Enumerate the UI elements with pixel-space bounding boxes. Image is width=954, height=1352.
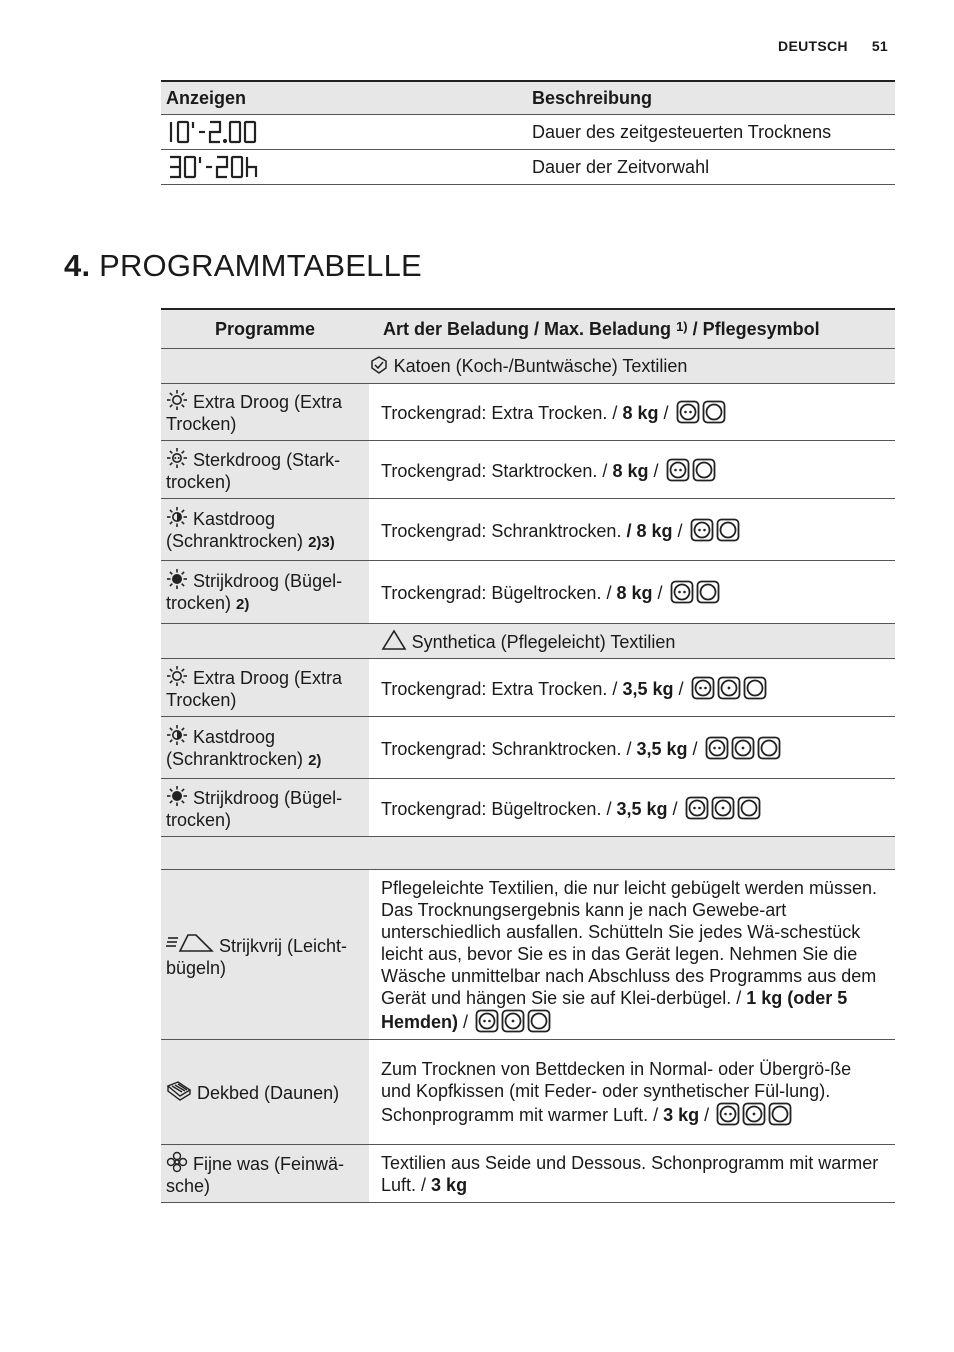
group-label: Synthetica (Pflegeleicht) Textilien [411, 632, 676, 652]
program-load-cell [369, 499, 895, 561]
care-tumble-one-dot-icon [717, 676, 741, 700]
footnote-ref: 1) [676, 318, 688, 334]
load-value: 8 kg [622, 403, 659, 423]
spacer-row [161, 837, 895, 870]
care-tumble-two-dots-icon [691, 676, 715, 700]
program-name-cell [161, 1040, 369, 1145]
care-tumble-one-dot-icon [742, 1102, 766, 1126]
load-slash: / [463, 1011, 469, 1032]
group-cell [161, 624, 895, 659]
program-load-cell [369, 1145, 895, 1203]
flower-icon [166, 1151, 188, 1173]
care-tumble-icon [757, 736, 781, 760]
care-tumble-one-dot-icon [501, 1009, 525, 1033]
table-row [161, 717, 895, 779]
load-text: Pflegeleichte Textilien, die nur leicht gebügelt werden müssen. Das Trocknungsergebnis kann je nach Gewebe-art unterschiedlich ausfallen. Schütteln Sie jedes Wä-schestück leicht aus, bevor Sie es in das Gerät legen. Nehmen Sie die Wäsche unmittelbar nach Abschluss des Programms aus dem Gerät und hängen Sie sie auf Klei-derbügel. / [381, 877, 877, 1008]
col-header-load-text: Art der Beladung / Max. Beladung [383, 318, 672, 339]
program-load-cell [369, 1040, 895, 1145]
table-row [161, 441, 895, 499]
synthetic-triangle-icon [381, 629, 407, 651]
display-table-header [161, 81, 895, 115]
load-text: Trockengrad: Extra Trocken. / [381, 403, 618, 423]
header-language: DEUTSCH [778, 38, 848, 54]
col-header-care-text: / Pflegesymbol [692, 318, 820, 339]
load-slash: / [692, 738, 698, 759]
group-row-synthetic [161, 624, 895, 659]
load-slash: / [663, 403, 669, 423]
program-name-cell [161, 1145, 369, 1203]
table-row [161, 561, 895, 624]
program-name: Dekbed (Daunen) [197, 1083, 340, 1103]
col-header-programme: Programme [161, 309, 369, 349]
table-row [161, 659, 895, 717]
care-tumble-two-dots-icon [670, 580, 694, 604]
load-value: 1 kg (oder 5 Hemden) [381, 987, 848, 1032]
program-load-cell [369, 384, 895, 441]
care-tumble-icon [692, 458, 716, 482]
sun-half-icon [166, 724, 188, 746]
page-header [778, 38, 888, 54]
sun-filled-icon [166, 785, 188, 807]
footnote-ref: 2) [308, 751, 322, 769]
program-name: Kastdroog (Schranktrocken) [166, 508, 304, 551]
description-cell: Dauer des zeitgesteuerten Trocknens [522, 115, 895, 150]
program-name: Sterkdroog (Stark-trocken) [166, 449, 341, 492]
load-value: 3 kg [431, 1174, 468, 1195]
sun-outline-icon [166, 665, 188, 687]
footnote-ref: 2)3) [308, 533, 335, 551]
care-tumble-icon [768, 1102, 792, 1126]
load-text: Trockengrad: Schranktrocken. / [381, 738, 632, 759]
load-slash: / [678, 678, 684, 699]
load-slash: / [677, 520, 683, 541]
care-tumble-one-dot-icon [731, 736, 755, 760]
care-tumble-icon [737, 796, 761, 820]
program-load-cell [369, 717, 895, 779]
sun-filled-icon [166, 568, 188, 590]
table-row [161, 1145, 895, 1203]
care-tumble-two-dots-icon [676, 400, 700, 424]
load-value: / 8 kg [626, 520, 673, 541]
segment-display-icon [166, 153, 286, 181]
program-name: Fijne was (Feinwä-sche) [166, 1153, 345, 1196]
display-table [161, 80, 895, 185]
program-name: Strijkdroog (Bügel-trocken) [166, 571, 343, 613]
program-table-header [161, 309, 895, 349]
care-tumble-icon [527, 1009, 551, 1033]
load-value: 3 kg [663, 1105, 700, 1125]
table-row [161, 499, 895, 561]
program-name: Extra Droog (Extra Trocken) [166, 667, 343, 710]
load-text: Trockengrad: Extra Trocken. / [381, 678, 618, 699]
program-name-cell [161, 659, 369, 717]
program-name-cell [161, 717, 369, 779]
care-tumble-icon [716, 518, 740, 542]
group-cell [161, 349, 895, 384]
care-tumble-two-dots-icon [690, 518, 714, 542]
cotton-boll-icon [369, 355, 389, 375]
load-slash: / [704, 1105, 710, 1125]
care-tumble-icon [696, 580, 720, 604]
load-slash: / [657, 583, 663, 603]
load-text: Textilien aus Seide und Dessous. Schonprogramm mit warmer Luft. / [381, 1152, 879, 1195]
load-text: Trockengrad: Bügeltrocken. / [381, 798, 612, 819]
col-header-anzeigen: Anzeigen [161, 81, 522, 115]
program-load-cell [369, 870, 895, 1040]
program-table [161, 308, 895, 1203]
program-name: Strijkdroog (Bügel-trocken) [166, 787, 343, 830]
care-tumble-two-dots-icon [716, 1102, 740, 1126]
program-name: Extra Droog (Extra Trocken) [166, 392, 343, 434]
col-header-beschreibung: Beschreibung [522, 81, 895, 115]
program-name-cell [161, 561, 369, 624]
load-text: Trockengrad: Schranktrocken. [381, 520, 622, 541]
section-number: 4. [64, 248, 91, 283]
load-slash: / [653, 460, 659, 481]
load-slash: / [672, 798, 678, 819]
sun-outline-icon [166, 389, 188, 411]
table-row [161, 115, 895, 150]
footnote-ref: 2) [236, 596, 250, 613]
care-tumble-two-dots-icon [685, 796, 709, 820]
program-name: Kastdroog (Schranktrocken) [166, 726, 304, 769]
display-cell [161, 150, 522, 185]
care-tumble-two-dots-icon [475, 1009, 499, 1033]
program-name-cell [161, 441, 369, 499]
group-label: Katoen (Koch-/Buntwäsche) Textilien [393, 356, 688, 376]
program-name-cell [161, 870, 369, 1040]
program-name-cell [161, 779, 369, 837]
program-name: Strijkvrij (Leicht-bügeln) [166, 935, 348, 978]
table-row [161, 150, 895, 185]
group-row-cotton [161, 349, 895, 384]
program-load-cell [369, 779, 895, 837]
section-title [64, 248, 422, 284]
load-text: Zum Trocknen von Bettdecken in Normal- oder Übergrö-ße und Kopfkissen (mit Feder- oder synthetischer Fül-lung). Schonprogramm mit warmer Luft. / [381, 1059, 852, 1125]
sun-half-icon [166, 506, 188, 528]
col-header-load [369, 309, 895, 349]
table-row [161, 779, 895, 837]
load-text: Trockengrad: Bügeltrocken. / [381, 583, 612, 603]
spacer-cell [161, 837, 895, 870]
program-load-cell [369, 561, 895, 624]
load-text: Trockengrad: Starktrocken. / [381, 460, 608, 481]
easy-iron-icon [166, 931, 214, 955]
section-heading: PROGRAMMTABELLE [99, 248, 422, 283]
care-tumble-one-dot-icon [711, 796, 735, 820]
load-value: 3,5 kg [622, 678, 674, 699]
load-value: 3,5 kg [636, 738, 688, 759]
table-row [161, 384, 895, 441]
description-cell: Dauer der Zeitvorwahl [522, 150, 895, 185]
table-row [161, 870, 895, 1040]
care-tumble-icon [702, 400, 726, 424]
care-tumble-two-dots-icon [705, 736, 729, 760]
segment-display-icon [166, 118, 286, 146]
duvet-icon [166, 1080, 192, 1102]
sun-dotted-icon [166, 447, 188, 469]
page-number: 51 [871, 38, 888, 54]
care-tumble-icon [743, 676, 767, 700]
program-load-cell [369, 659, 895, 717]
program-load-cell [369, 441, 895, 499]
care-tumble-two-dots-icon [666, 458, 690, 482]
program-name-cell [161, 384, 369, 441]
load-value: 3,5 kg [616, 798, 668, 819]
load-value: 8 kg [616, 583, 653, 603]
load-value: 8 kg [612, 460, 649, 481]
program-name-cell [161, 499, 369, 561]
display-cell [161, 115, 522, 150]
table-row [161, 1040, 895, 1145]
